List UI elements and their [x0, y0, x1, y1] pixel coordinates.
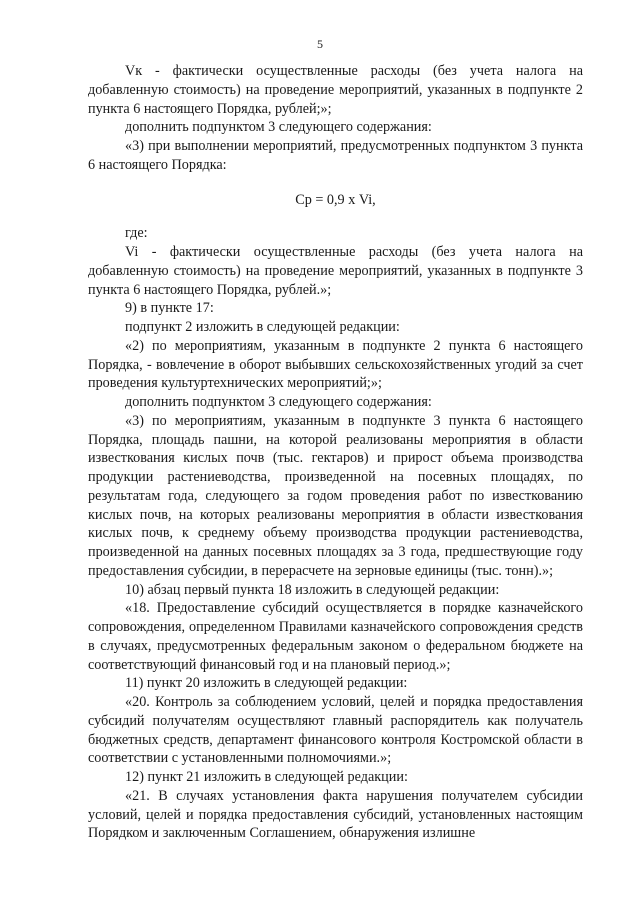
paragraph-item-11: 11) пункт 20 изложить в следующей редакции:	[125, 675, 408, 692]
paragraph-subpoint-3-intro: «3) при выполнении мероприятий, предусмотренных подпунктом 3 пункта 6 настоящего Порядка:	[88, 138, 583, 173]
paragraph-subpoint-2-edit: подпункт 2 изложить в следующей редакции:	[125, 319, 400, 335]
formula: Ср = 0,9 х Vi,	[295, 191, 376, 208]
paragraph-vi-definition: Vi - фактически осуществленные расходы (без учета налога на добавленную стоимость) на проведение мероприятий, указанных в подпункте 3 пункта 6 настоящего Порядка, рублей.»;	[88, 244, 583, 298]
paragraph-subpoint-3-text: «3) по мероприятиям, указанным в подпункте 3 пункта 6 настоящего Порядка, площадь пашни, на которой реализованы мероприятия в области известкования кислых почв (тыс. гектаров) и прирост объема производства продукции растениеводства, произведенной на посевных площадях, по результатам года, следующего за годом проведения работ по известкованию кислых почв, на которых реализованы мероприятия в области известкования кислых почв, к среднему объему производства продукции растениеводства, произведенной на данных посевных площадях за 3 года, предшествующие году предоставления субсидии, в перерасчете на зерновые единицы (тыс. тонн).»;	[88, 412, 583, 579]
document-body	[88, 62, 583, 843]
paragraph-point-20-text: «20. Контроль за соблюдением условий, целей и порядка предоставления субсидий получателям осуществляют главный распорядитель как получатель бюджетных средств, департамент финансового контроля Костромской области в соответствии с установленными полномочиями.»;	[88, 694, 583, 767]
paragraph-vk-definition: Vк - фактически осуществленные расходы (без учета налога на добавленную стоимость) на проведение мероприятий, указанных в подпункте 2 пункта 6 настоящего Порядка, рублей;»;	[88, 63, 583, 117]
paragraph-where: где:	[125, 225, 148, 242]
paragraph-item-12: 12) пункт 21 изложить в следующей редакции:	[125, 769, 408, 785]
paragraph-item-9: 9) в пункте 17:	[125, 300, 214, 317]
paragraph-add-subpoint-3: дополнить подпунктом 3 следующего содержания:	[125, 119, 432, 136]
paragraph-point-21-text: «21. В случаях установления факта нарушения получателем субсидии условий, целей и порядка предоставления субсидий, установленных настоящим Порядком и заключенным Соглашением, обнаружения излишне	[88, 787, 583, 842]
paragraph-item-10: 10) абзац первый пункта 18 изложить в следующей редакции:	[125, 581, 500, 598]
paragraph-add-subpoint-3-b: дополнить подпунктом 3 следующего содержания:	[125, 394, 432, 410]
paragraph-subpoint-2-text: «2) по мероприятиям, указанным в подпункте 2 пункта 6 настоящего Порядка, - вовлечение в оборот выбывших сельскохозяйственных угодий за счет проведения культуртехнических мероприятий;»;	[88, 337, 583, 392]
paragraph-point-18-text: «18. Предоставление субсидий осуществляется в порядке казначейского сопровождения, определенном Правилами казначейского сопровождения средств в случаях, предусмотренных федеральным законом о федеральном бюджете на соответствующий финансовый год и на плановый период.»;	[88, 600, 583, 673]
page-number: 5	[317, 37, 323, 51]
